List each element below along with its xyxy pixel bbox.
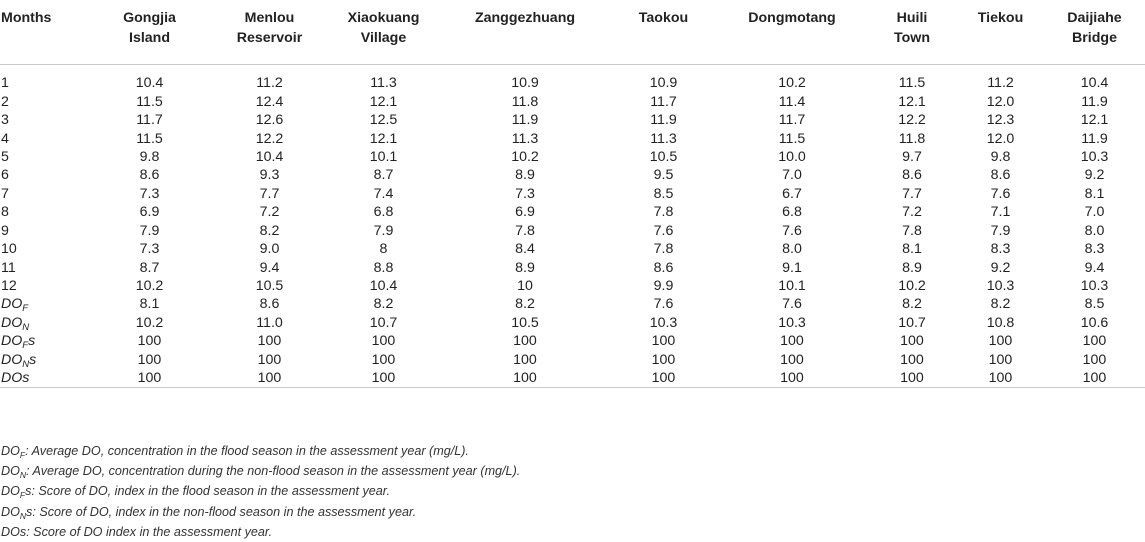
table-cell: 11.9: [511, 112, 539, 129]
month-label: 9: [1, 222, 9, 239]
table-cell: 100: [610, 369, 717, 388]
column-header-line1: Daijiahe: [1067, 10, 1122, 26]
column-header-line1: Taokou: [638, 10, 689, 26]
column-header-line2: Island: [129, 30, 170, 46]
table-cell: 12.6: [255, 112, 284, 129]
table-cell: 8.6: [902, 167, 922, 184]
table-cell: 100: [717, 369, 867, 388]
index-label-subscript: N: [22, 358, 30, 370]
month-label: 3: [1, 112, 9, 129]
table-cell: 7.6: [653, 296, 674, 313]
table-cell: 11.3: [511, 130, 539, 147]
footnote-term: DO: [1, 464, 20, 479]
table-cell: 100: [137, 351, 162, 368]
table-cell: 12.1: [369, 130, 398, 147]
table-cell: 10.4: [369, 278, 398, 295]
table-cell: 10.9: [649, 75, 678, 92]
table-cell: 8.9: [515, 259, 535, 276]
table-cell: 11.8: [898, 130, 926, 147]
table-cell: 10.2: [511, 148, 539, 165]
table-cell: 11.7: [778, 112, 806, 129]
table-cell: 8.1: [902, 241, 922, 258]
table-row: [0, 111, 1145, 129]
footnote: [1, 522, 520, 542]
table-cell: 7.0: [782, 167, 802, 184]
table-cell: 12.4: [255, 93, 284, 110]
table-cell: 8.2: [373, 296, 394, 313]
index-label: [0, 332, 87, 350]
table-cell: 10.7: [898, 314, 926, 331]
column-header: [867, 0, 957, 65]
table-cell: 100: [651, 351, 676, 368]
table-row: [0, 240, 1145, 258]
table-cell: 100: [900, 351, 924, 368]
table-cell: 11.7: [650, 93, 677, 110]
table-cell: 7.8: [653, 204, 674, 221]
table-cell: 100: [371, 351, 396, 368]
month-label: 4: [1, 130, 9, 147]
table-cell: 11.4: [778, 93, 806, 110]
month-label: 12: [1, 278, 17, 295]
table-row: [0, 74, 1145, 92]
table-cell: 9.5: [653, 167, 674, 184]
table-cell: 10.1: [369, 148, 398, 165]
table-cell: 7.7: [902, 185, 922, 202]
table-cell: 100: [440, 369, 610, 388]
column-header: [717, 0, 867, 65]
table-cell: 9.2: [1084, 167, 1105, 184]
column-header-line2: Village: [360, 30, 407, 46]
table-cell: 10.9: [511, 75, 539, 92]
table-cell: 9.4: [259, 259, 280, 276]
table-cell: 100: [651, 333, 676, 350]
index-label-base: DO: [1, 351, 23, 368]
column-header-line1: Huili: [896, 10, 928, 26]
index-label-base: DO: [1, 333, 23, 350]
index-label-suffix: s: [28, 333, 36, 350]
table-cell: 7.8: [653, 241, 674, 258]
table-cell: 11.2: [256, 75, 283, 92]
table-cell: 10.2: [898, 278, 926, 295]
table-cell: 8.1: [139, 296, 160, 313]
table-cell: 11.9: [1081, 93, 1108, 110]
month-label: 1: [1, 75, 9, 92]
table-cell: 100: [212, 369, 327, 388]
column-header-line1: Gongjia: [123, 10, 176, 26]
table-cell: 100: [1082, 351, 1107, 368]
table-cell: 8.9: [902, 259, 922, 276]
table-cell: 10.6: [1080, 314, 1109, 331]
table-cell: 7.7: [259, 185, 280, 202]
table-cell: 7.8: [902, 222, 922, 239]
footnote: [1, 441, 520, 461]
table-row: [0, 332, 1145, 350]
table-cell: 10.3: [778, 314, 806, 331]
index-label-base: DOs: [1, 370, 30, 387]
table-cell: 12.1: [369, 93, 398, 110]
table-cell: 100: [780, 351, 804, 368]
table-cell: 7.2: [902, 204, 922, 221]
table-cell: 11.8: [511, 93, 539, 110]
footnote-term: DO: [1, 444, 20, 458]
table-cell: 10.5: [511, 314, 539, 331]
table-cell: 11.0: [256, 314, 283, 331]
table-cell: 10.3: [1080, 148, 1109, 165]
footnote-term-subscript: F: [19, 450, 26, 460]
table-cell: 8.4: [515, 241, 535, 258]
table-footnotes: [1, 441, 520, 542]
table-cell: 8.6: [990, 167, 1011, 184]
table-cell: 10.4: [1080, 75, 1109, 92]
table-cell: 100: [257, 333, 282, 350]
column-header-line2: Bridge: [1072, 30, 1117, 46]
table-cell: 6.8: [373, 204, 394, 221]
table-cell: 7.4: [373, 185, 394, 202]
column-header: [610, 0, 717, 65]
footnote: [1, 481, 520, 501]
column-header-line1: Menlou: [244, 10, 295, 26]
table-cell: 8.2: [990, 296, 1011, 313]
table-cell: 100: [513, 351, 537, 368]
table-cell: 7.6: [990, 185, 1011, 202]
column-header-line1: Tiekou: [977, 10, 1024, 26]
month-label: 11: [1, 259, 16, 276]
table-cell: 9.8: [990, 148, 1011, 165]
month-label: 6: [1, 167, 9, 184]
table-cell: 12.1: [898, 93, 926, 110]
index-label-subscript: N: [22, 321, 30, 333]
table-cell: 7.8: [515, 222, 535, 239]
table-cell: 8.5: [653, 185, 674, 202]
table-row: [0, 277, 1145, 295]
table-cell: 10.5: [649, 148, 678, 165]
table-cell: 10.2: [778, 75, 806, 92]
table-cell: 10.2: [135, 278, 164, 295]
index-label-subscript: F: [22, 340, 29, 352]
table-cell: 9.9: [653, 278, 674, 295]
footnote-text: : Score of DO index in the assessment year.: [26, 524, 273, 539]
table-cell: 6.8: [782, 204, 802, 221]
month-label: 2: [1, 93, 9, 110]
table-cell: 7.9: [373, 222, 394, 239]
table-cell: 12.3: [986, 112, 1015, 129]
table-cell: 7.6: [653, 222, 674, 239]
table-cell: 11.3: [370, 75, 397, 92]
table-cell: 8.6: [653, 259, 674, 276]
months-header: Months: [0, 0, 87, 65]
column-header: [440, 0, 610, 65]
table-cell: 100: [1082, 333, 1107, 350]
table-cell: 100: [137, 333, 162, 350]
table-cell: 11.3: [650, 130, 677, 147]
table-cell: 8.3: [990, 241, 1011, 258]
column-header-line1: Zanggezhuang: [474, 10, 576, 26]
table-row: [0, 295, 1145, 313]
footnote: [1, 502, 520, 522]
table-cell: 8.1: [1084, 185, 1105, 202]
table-cell: 11.5: [898, 75, 926, 92]
table-cell: 10.3: [986, 278, 1015, 295]
table-cell: 10.2: [135, 314, 164, 331]
table-cell: 12.2: [255, 130, 284, 147]
column-header: [957, 0, 1044, 65]
table-cell: 10.3: [1080, 278, 1109, 295]
table-row: [0, 369, 1145, 388]
footnote-term-subscript: N: [19, 510, 27, 521]
footnote-term: DO: [1, 484, 20, 499]
table-cell: 7.1: [990, 204, 1011, 221]
table-cell: 100: [371, 333, 396, 350]
table-cell: 100: [257, 351, 282, 368]
table-body: [0, 65, 1145, 388]
footnote-text: : Average DO, concentration during the non-flood season in the assessment year (mg/L).: [26, 464, 521, 479]
table-cell: 10.4: [255, 148, 284, 165]
table-cell: 10.3: [649, 314, 678, 331]
table-row: [0, 148, 1145, 166]
table-cell: 9.4: [1084, 259, 1105, 276]
table-cell: 7.6: [782, 222, 802, 239]
index-label-suffix: s: [29, 351, 37, 368]
index-label-subscript: F: [22, 303, 29, 315]
table-cell: 7.6: [782, 296, 802, 313]
index-label: [0, 351, 87, 369]
table-cell: 100: [900, 333, 924, 350]
table-cell: 10: [517, 278, 533, 295]
column-header-line1: Dongmotang: [748, 10, 836, 26]
table-cell: 6.9: [139, 204, 160, 221]
index-label-base: DO: [1, 296, 23, 313]
table-cell: 100: [513, 333, 537, 350]
table-cell: 12.0: [986, 130, 1015, 147]
table-cell: 7.0: [1084, 204, 1105, 221]
table-cell: 8.5: [1084, 296, 1105, 313]
table-cell: 8.2: [515, 296, 535, 313]
table-cell: 11.5: [136, 130, 163, 147]
month-label: 10: [1, 241, 17, 258]
table-cell: 100: [327, 369, 440, 388]
table-cell: 7.3: [515, 185, 535, 202]
table-row: [0, 258, 1145, 276]
table-cell: 8.0: [782, 241, 802, 258]
table-cell: 8.9: [515, 167, 535, 184]
index-label: [0, 369, 87, 388]
table-row: [0, 166, 1145, 184]
footnote-term-subscript: F: [19, 490, 26, 501]
table-cell: 9.3: [259, 167, 280, 184]
table-row: [0, 185, 1145, 203]
table-cell: 11.5: [136, 93, 163, 110]
table-cell: 12.5: [369, 112, 398, 129]
footnote-term: DO: [1, 504, 20, 519]
table-cell: 100: [988, 333, 1013, 350]
table-cell: 10.8: [986, 314, 1015, 331]
table-cell: 8.2: [259, 222, 280, 239]
column-header-line1: Xiaokuang: [347, 10, 420, 26]
table-cell: 8.6: [259, 296, 280, 313]
column-header-line2: Town: [894, 30, 930, 46]
table-row: [0, 129, 1145, 147]
table-cell: 10.5: [255, 278, 284, 295]
table-row: [0, 92, 1145, 110]
table-cell: 11.5: [778, 130, 806, 147]
table-cell: 6.9: [515, 204, 535, 221]
table-cell: 9.8: [139, 148, 160, 165]
table-cell: 10.4: [135, 75, 164, 92]
table-cell: 9.0: [259, 241, 280, 258]
table-cell: 7.9: [139, 222, 160, 239]
table-cell: 100: [867, 369, 957, 388]
table-cell: 10.7: [369, 314, 398, 331]
table-row: [0, 222, 1145, 240]
table-row: [0, 314, 1145, 332]
footnote-text: s: Score of DO, index in the non-flood season in the assessment year.: [26, 504, 417, 519]
table-row: [0, 351, 1145, 369]
table-cell: 9.2: [990, 259, 1011, 276]
index-label-base: DO: [1, 314, 23, 331]
table-cell: 10.0: [778, 148, 806, 165]
column-header-line2: Reservoir: [236, 30, 303, 46]
footnote-term: DOs: [1, 524, 27, 539]
column-header: [212, 0, 327, 65]
table-cell: 8.2: [902, 296, 922, 313]
footnote-text: : Average DO, concentration in the flood season in the assessment year (mg/L).: [25, 444, 469, 458]
table-cell: 12.2: [898, 112, 926, 129]
index-label: [0, 314, 87, 332]
footnote-term-subscript: N: [19, 470, 27, 481]
column-header: [87, 0, 212, 65]
month-label: 8: [1, 204, 9, 221]
table-cell: 8: [379, 241, 388, 258]
column-header: [327, 0, 440, 65]
column-header: [1044, 0, 1145, 65]
table-cell: 8.0: [1084, 222, 1105, 239]
month-label: 7: [1, 185, 9, 202]
table-cell: 9.1: [782, 259, 802, 276]
header-spacer: [0, 65, 1145, 75]
table-cell: 100: [957, 369, 1044, 388]
table-cell: 8.6: [139, 167, 160, 184]
table-cell: 10.1: [778, 278, 806, 295]
table-cell: 8.7: [139, 259, 160, 276]
table-cell: 9.7: [902, 148, 922, 165]
table-cell: 11.2: [987, 75, 1014, 92]
month-label: 5: [1, 148, 9, 165]
table-cell: 8.7: [373, 167, 394, 184]
header-row: [0, 0, 1145, 65]
table-cell: 7.9: [990, 222, 1011, 239]
table-cell: 7.2: [259, 204, 280, 221]
footnote: [1, 461, 520, 481]
table-cell: 11.9: [650, 112, 677, 129]
table-cell: 7.3: [139, 185, 160, 202]
table-cell: 11.7: [136, 112, 163, 129]
table-cell: 100: [1044, 369, 1145, 388]
table-cell: 100: [988, 351, 1013, 368]
table-cell: 100: [87, 369, 212, 388]
table-row: [0, 203, 1145, 221]
table-cell: 8.3: [1084, 241, 1105, 258]
table-cell: 12.1: [1080, 112, 1109, 129]
footnote-text: s: Score of DO, index in the flood season in the assessment year.: [25, 484, 391, 499]
table-cell: 6.7: [782, 185, 802, 202]
table-cell: 8.8: [373, 259, 394, 276]
table-cell: 7.3: [139, 241, 160, 258]
index-label: [0, 295, 87, 313]
table-cell: 100: [780, 333, 804, 350]
table-cell: 12.0: [986, 93, 1015, 110]
table-cell: 11.9: [1081, 130, 1108, 147]
